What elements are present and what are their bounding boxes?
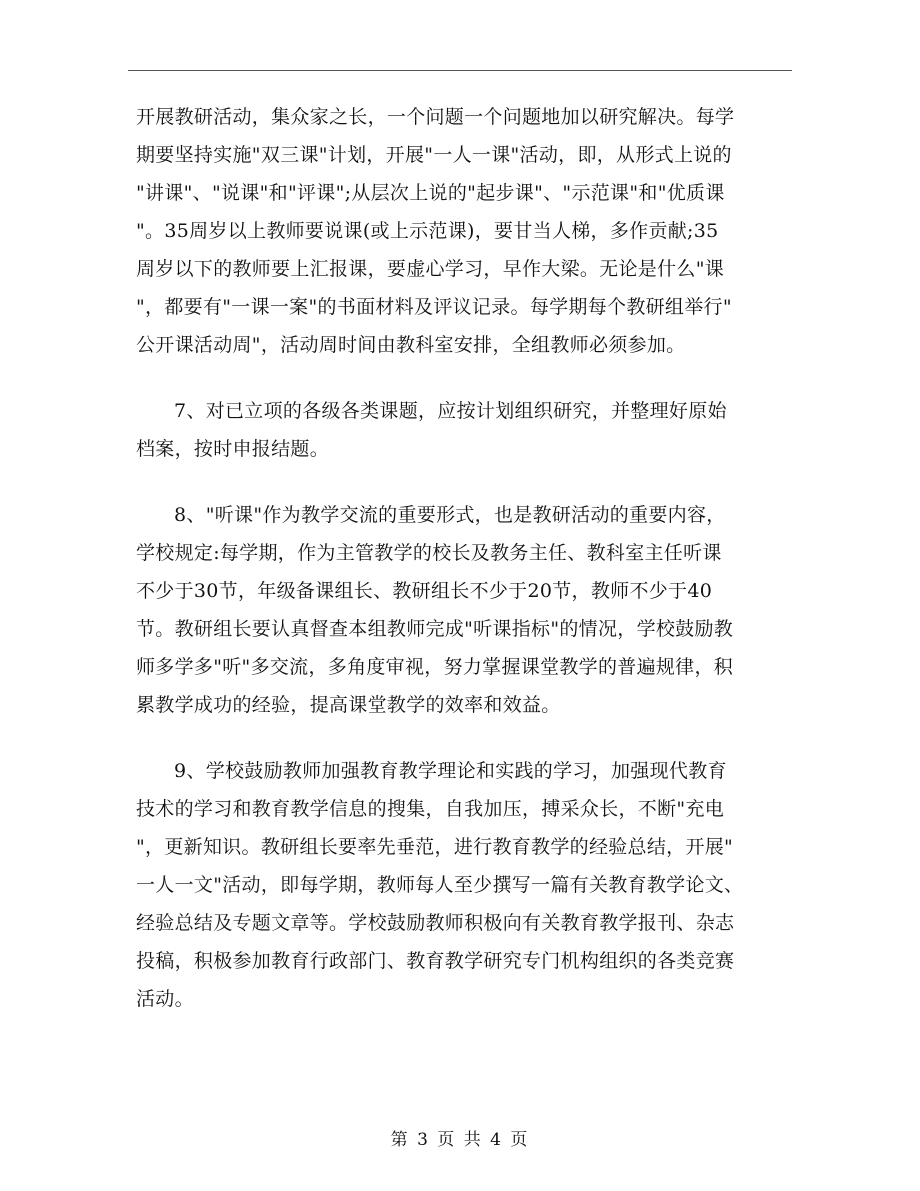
text-line: 不少于30节，年级备课组长、教研组长不少于20节，教师不少于40 (136, 580, 713, 602)
text-line: "，都要有"一课一案"的书面材料及评议记录。每学期每个教研组举行" (136, 296, 732, 318)
paragraph-item-8 (136, 496, 796, 724)
document-body (136, 98, 796, 1046)
text-line: "，更新知识。教研组长要率先垂范，进行教育教学的经验总结，开展" (136, 836, 734, 858)
paragraph-continuation (136, 98, 796, 364)
text-line: "讲课"、"说课"和"评课";从层次上说的"起步课"、"示范课"和"优质课 (136, 182, 725, 204)
text-line: 投稿，积极参加教育行政部门、教育教学研究专门机构组织的各类竞赛 (136, 950, 735, 972)
text-line: 周岁以下的教师要上汇报课，要虚心学习，早作大梁。无论是什么"课 (136, 258, 725, 280)
text-line: 技术的学习和教育教学信息的搜集，自我加压，搏采众长，不断"充电 (136, 798, 725, 820)
text-line: 累教学成功的经验，提高课堂教学的效率和效益。 (136, 694, 561, 716)
text-line: 师多学多"听"多交流，多角度审视，努力掌握课堂教学的普遍规律，积 (136, 656, 734, 678)
text-line: 开展教研活动，集众家之长，一个问题一个问题地加以研究解决。每学 (136, 106, 735, 128)
text-line: 8、"听课"作为教学交流的重要形式，也是教研活动的重要内容， (174, 504, 726, 526)
page-footer (0, 1125, 920, 1150)
text-line: 节。教研组长要认真督查本组教师完成"听课指标"的情况，学校鼓励教 (136, 618, 734, 640)
text-line: 学校规定:每学期，作为主管教学的校长及教务主任、教科室主任听课 (136, 542, 722, 564)
header-rule (128, 70, 792, 71)
text-line: 期要坚持实施"双三课"计划，开展"一人一课"活动，即，从形式上说的 (136, 144, 732, 166)
page-number-label: 第 3 页 共 4 页 (390, 1130, 530, 1150)
text-line: 活动。 (136, 988, 194, 1010)
text-line: 7、对已立项的各级各类课题，应按计划组织研究，并整理好原始 (174, 400, 727, 422)
paragraph-item-9 (136, 752, 796, 1018)
text-line: 经验总结及专题文章等。学校鼓励教师积极向有关教育教学报刊、杂志 (136, 912, 735, 934)
text-line: 一人一文"活动，即每学期，教师每人至少撰写一篇有关教育教学论文、 (136, 874, 744, 896)
paragraph-item-7 (136, 392, 796, 468)
text-line: 档案，按时申报结题。 (136, 438, 330, 460)
text-line: 公开课活动周"，活动周时间由教科室安排，全组教师必须参加。 (136, 334, 686, 356)
text-line: "。35周岁以上教师要说课(或上示范课)，要甘当人梯，多作贡献;35 (136, 220, 719, 242)
text-line: 9、学校鼓励教师加强教育教学理论和实践的学习，加强现代教育 (174, 760, 727, 782)
